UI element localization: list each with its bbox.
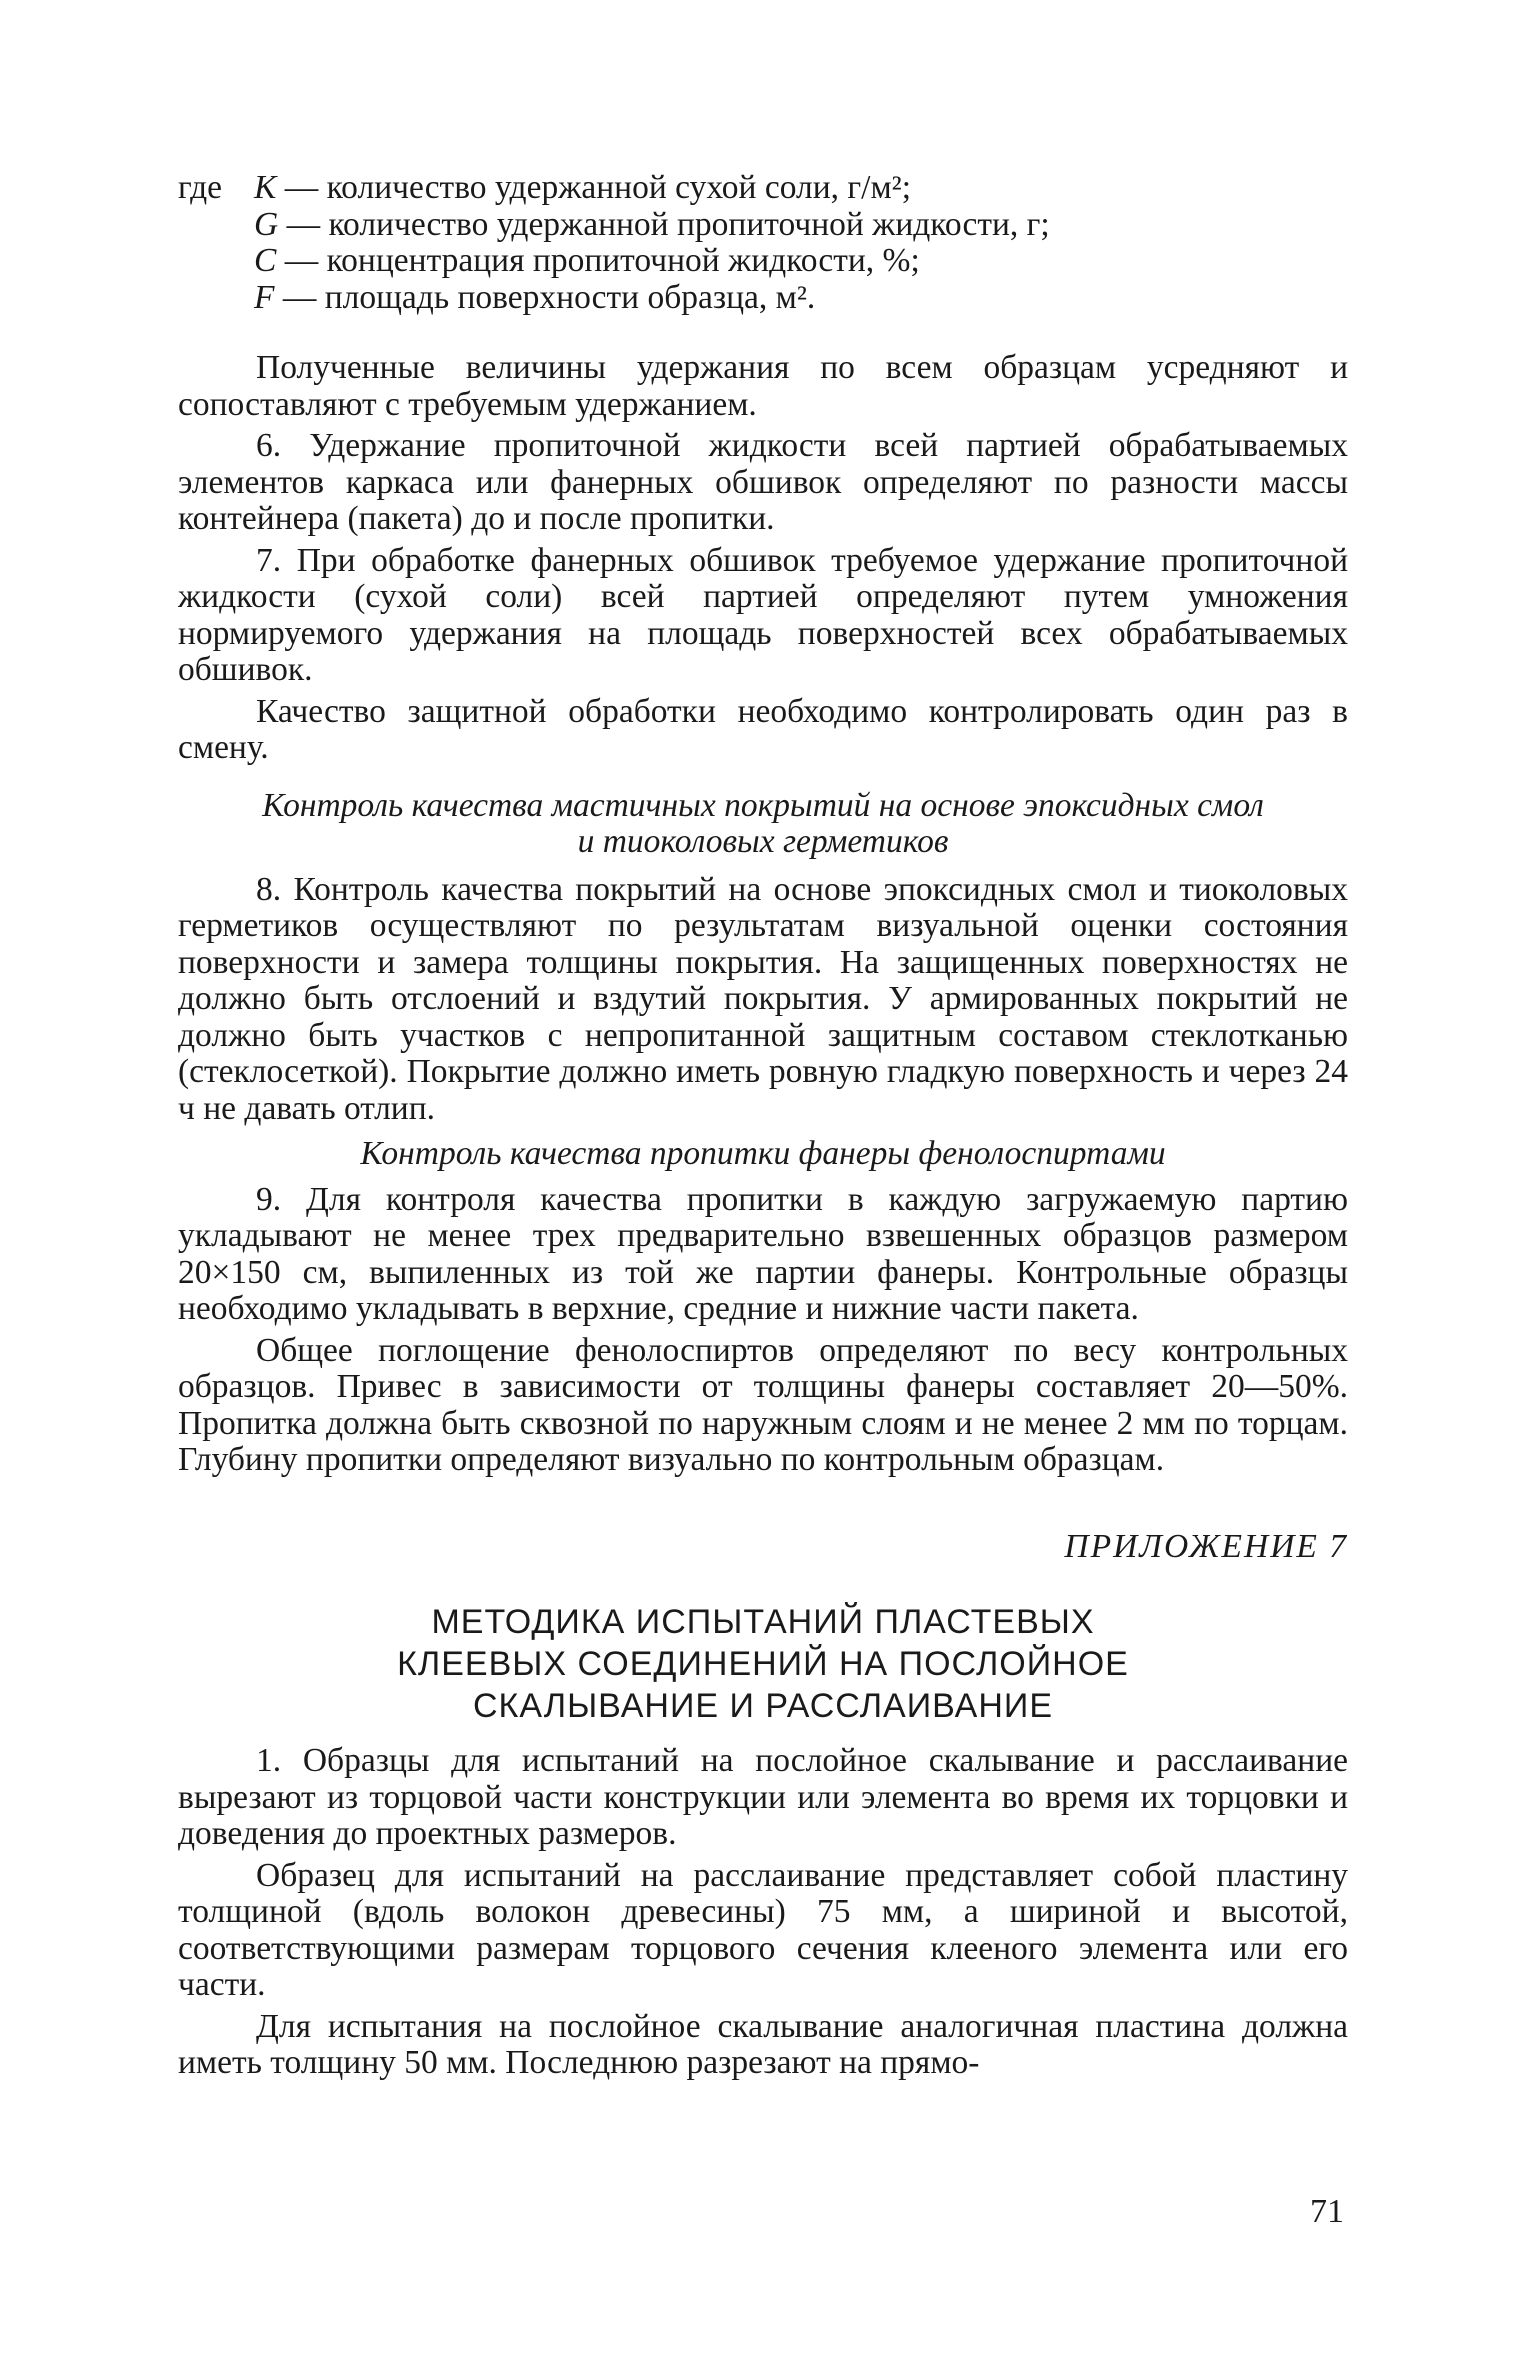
definition-symbol: C bbox=[254, 242, 277, 279]
paragraph-appendix-sample: Образец для испытаний на расслаивание представляет собой пластину толщиной (вдоль волокон древесины) 75 мм, а шириной и высотой, соответствующими размерам торцового сечения клееного элемента или его части. bbox=[178, 1856, 1348, 2003]
definition-item bbox=[178, 170, 1348, 207]
paragraph-appendix-shear: Для испытания на послойное скалывание аналогичная пластина должна иметь толщину 50 мм. Последнюю разрезают на прямо- bbox=[178, 2007, 1348, 2081]
appendix-label: ПРИЛОЖЕНИЕ 7 bbox=[1064, 1527, 1348, 1565]
section-heading-line: Контроль качества мастичных покрытий на основе эпоксидных смол bbox=[262, 786, 1264, 824]
paragraph-absorption: Общее поглощение фенолоспиртов определяют по весу контрольных образцов. Привес в зависимости от толщины фанеры составляет 20—50%. Пропитка должна быть сквозной по наружным слоям и не менее 2 мм по торцам. Глубину пропитки определяют визуально по контрольным образцам. bbox=[178, 1331, 1348, 1478]
appendix-title-line: МЕТОДИКА ИСПЫТАНИЙ ПЛАСТЕВЫХ bbox=[431, 1603, 1095, 1641]
section-heading-mastic bbox=[178, 788, 1348, 861]
definition-text: — количество удержанной сухой соли, г/м²; bbox=[276, 169, 912, 206]
definition-symbol: F bbox=[254, 278, 275, 316]
definition-text: — концентрация пропиточной жидкости, %; bbox=[276, 242, 920, 279]
paragraph-averaging: Полученные величины удержания по всем образцам усредняют и сопоставляют с требуемым удержанием. bbox=[178, 349, 1348, 423]
paragraph-item-7: 7. При обработке фанерных обшивок требуемое удержание пропиточной жидкости (сухой соли) всей партией определяют путем умножения нормируемого удержания на площадь поверхностей всех обрабатываемых обшивок. bbox=[178, 541, 1348, 688]
paragraph-appendix-1: 1. Образцы для испытаний на послойное скалывание и расслаивание вырезают из торцовой части конструкции или элемента во время их торцовки и доведения до проектных размеров. bbox=[178, 1742, 1348, 1852]
definitions-list bbox=[178, 170, 1348, 316]
definition-lead bbox=[178, 280, 254, 317]
appendix-title bbox=[178, 1601, 1348, 1727]
definition-text: — площадь поверхности образца, м². bbox=[274, 278, 816, 316]
definition-symbol: K bbox=[254, 169, 277, 206]
definition-item bbox=[178, 280, 1348, 317]
definition-text: — количество удержанной пропиточной жидкости, г; bbox=[278, 205, 1050, 243]
section-heading-plywood: Контроль качества пропитки фанеры фенолоспиртами bbox=[360, 1135, 1166, 1172]
definition-lead bbox=[178, 207, 254, 244]
paragraph-quality-control: Качество защитной обработки необходимо контролировать один раз в смену. bbox=[178, 692, 1348, 766]
paragraph-item-8: 8. Контроль качества покрытий на основе эпоксидных смол и тиоколовых герметиков осуществляют по результатам визуальной оценки состояния поверхности и замера толщины покрытия. На защищенных поверхностях не должно быть отслоений и вздутий покрытия. У армированных покрытий не должно быть участков с непропитанной защитным составом стеклотканью (стеклосеткой). Покрытие должно иметь ровную гладкую поверхность и через 24 ч не давать отлип. bbox=[178, 870, 1348, 1127]
appendix-title-line: СКАЛЫВАНИЕ И РАССЛАИВАНИЕ bbox=[472, 1687, 1054, 1725]
document-page bbox=[178, 170, 1348, 2082]
paragraph-item-6: 6. Удержание пропиточной жидкости всей партией обрабатываемых элементов каркаса или фанерных обшивок определяют по разности массы контейнера (пакета) до и после пропитки. bbox=[178, 427, 1348, 537]
definition-lead bbox=[178, 243, 254, 280]
page-number: 71 bbox=[1310, 2193, 1344, 2230]
definition-item bbox=[178, 243, 1348, 280]
paragraph-item-9: 9. Для контроля качества пропитки в каждую загружаемую партию укладывают не менее трех предварительно взвешенных образцов размером 20×150 см, выпиленных из той же партии фанеры. Контрольные образцы необходимо укладывать в верхние, средние и нижние части пакета. bbox=[178, 1180, 1348, 1327]
definition-lead: где bbox=[178, 169, 222, 206]
section-heading-line: и тиоколовых герметиков bbox=[577, 823, 949, 860]
appendix-title-line: КЛЕЕВЫХ СОЕДИНЕНИЙ НА ПОСЛОЙНОЕ bbox=[397, 1645, 1129, 1683]
definition-symbol: G bbox=[254, 205, 279, 243]
definition-item bbox=[178, 207, 1348, 244]
